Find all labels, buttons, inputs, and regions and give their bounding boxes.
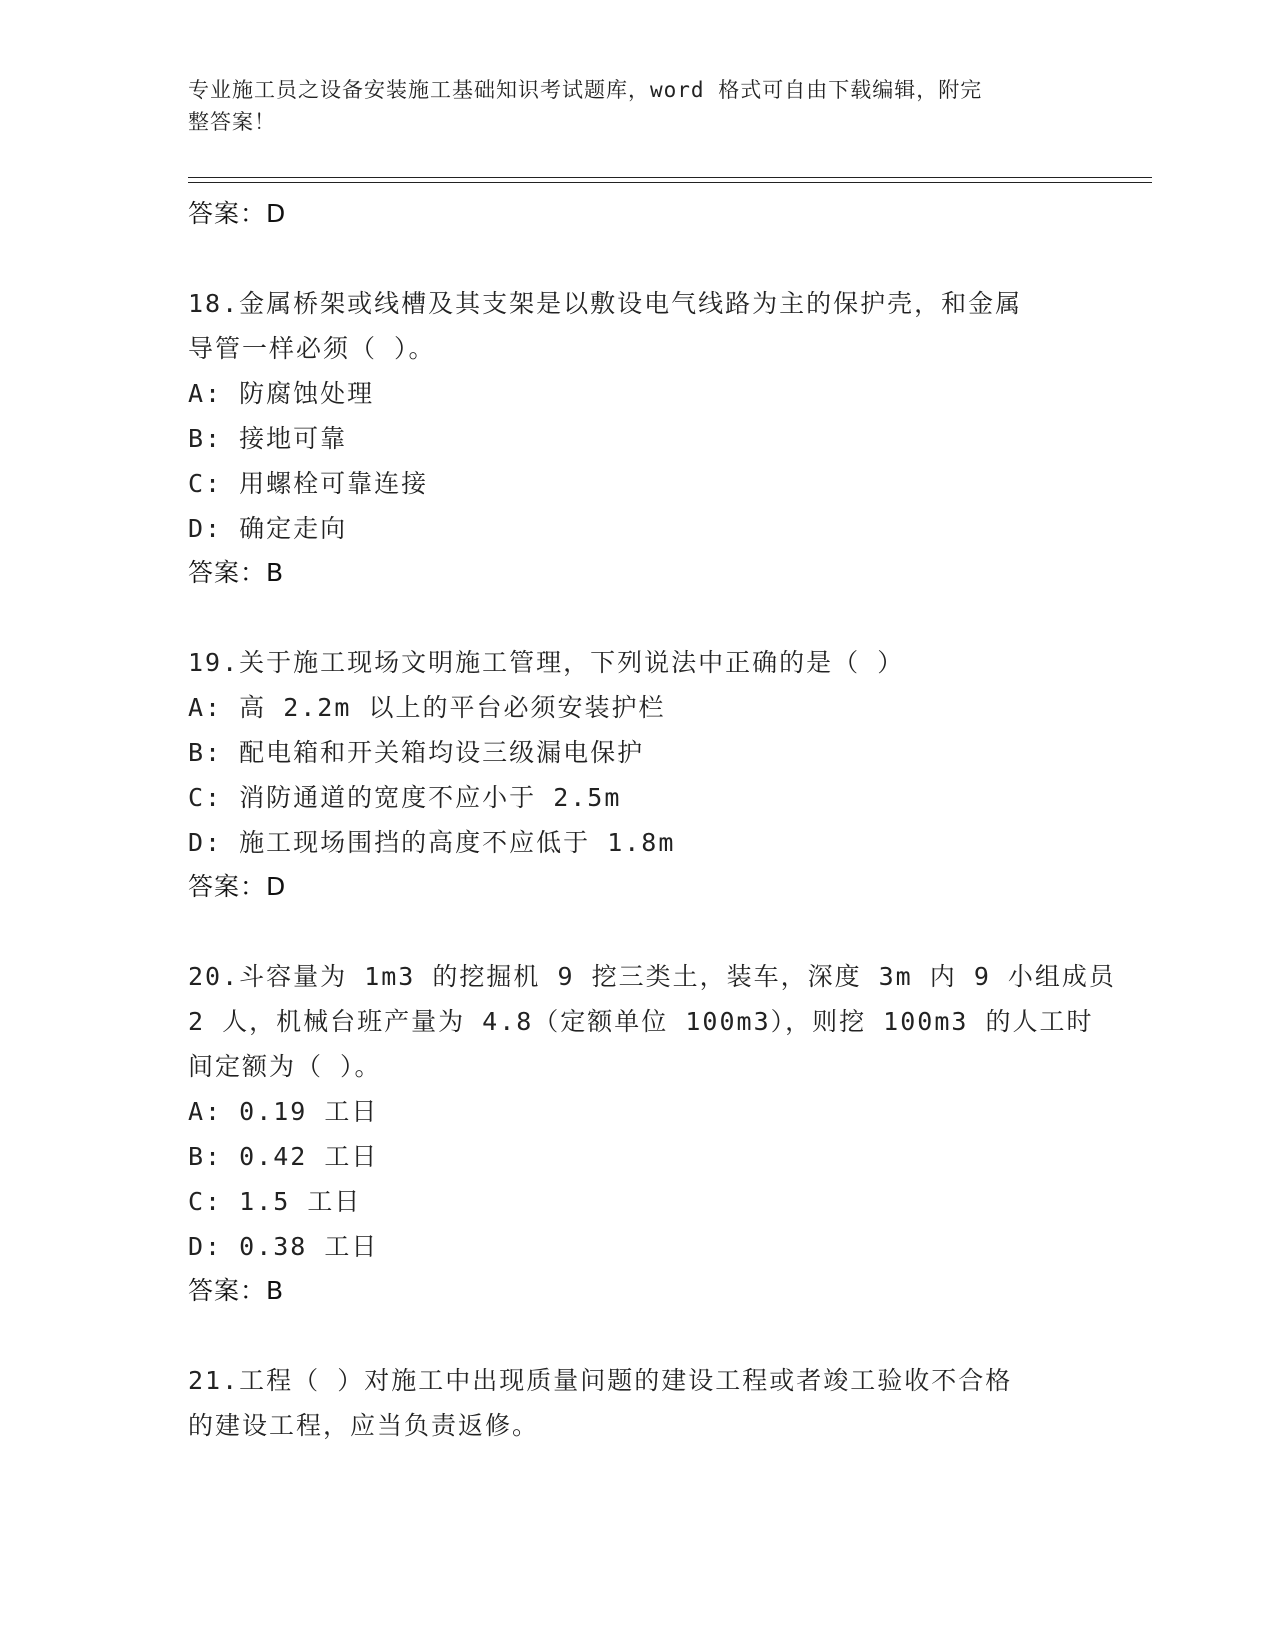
header-rule-top bbox=[188, 177, 1152, 178]
header-rule-bottom bbox=[188, 182, 1152, 183]
answer-label: 答案：B bbox=[188, 558, 285, 587]
header-line-1: 专业施工员之设备安装施工基础知识考试题库，word 格式可自由下载编辑，附完 bbox=[188, 78, 983, 102]
spacer bbox=[188, 236, 1088, 281]
option-b: B: 0.42 工日 bbox=[188, 1142, 379, 1171]
option-a: A: 高 2.2m 以上的平台必须安装护栏 bbox=[188, 693, 666, 722]
option-d: D: 0.38 工日 bbox=[188, 1232, 379, 1261]
question-stem-line: 21.工程（ ）对施工中出现质量问题的建设工程或者竣工验收不合格 bbox=[188, 1366, 1013, 1395]
option-b: B: 接地可靠 bbox=[188, 424, 348, 453]
question-19 bbox=[188, 640, 1088, 909]
question-stem-line: 20.斗容量为 1m3 的挖掘机 9 挖三类土，装车，深度 3m 内 9 小组成员 bbox=[188, 962, 1116, 991]
question-stem-line: 间定额为（ ）。 bbox=[188, 1052, 382, 1081]
spacer bbox=[188, 1313, 1088, 1358]
option-c: C: 用螺栓可靠连接 bbox=[188, 469, 429, 498]
question-stem-line: 2 人，机械台班产量为 4.8（定额单位 100m3），则挖 100m3 的人工时 bbox=[188, 1007, 1094, 1036]
question-21 bbox=[188, 1358, 1088, 1448]
question-20 bbox=[188, 954, 1116, 1313]
header-line-2: 整答案！ bbox=[188, 110, 276, 134]
option-b: B: 配电箱和开关箱均设三级漏电保护 bbox=[188, 738, 645, 767]
option-a: A: 0.19 工日 bbox=[188, 1097, 379, 1126]
answer-label: 答案：B bbox=[188, 1276, 285, 1305]
option-d: D: 确定走向 bbox=[188, 514, 348, 543]
spacer bbox=[188, 595, 1088, 640]
option-c: C: 消防通道的宽度不应小于 2.5m bbox=[188, 783, 622, 812]
question-list bbox=[188, 192, 1116, 1448]
spacer bbox=[188, 909, 1088, 954]
document-header bbox=[188, 74, 1068, 138]
question-stem-line: 19.关于施工现场文明施工管理，下列说法中正确的是（ ） bbox=[188, 648, 905, 677]
question-stem-line: 的建设工程，应当负责返修。 bbox=[188, 1411, 540, 1440]
option-d: D: 施工现场围挡的高度不应低于 1.8m bbox=[188, 828, 676, 857]
option-a: A: 防腐蚀处理 bbox=[188, 379, 375, 408]
answer-label: 答案：D bbox=[188, 199, 287, 228]
question-18 bbox=[188, 281, 1088, 595]
answer-label: 答案：D bbox=[188, 872, 287, 901]
option-c: C: 1.5 工日 bbox=[188, 1187, 362, 1216]
question-stem-line: 18.金属桥架或线槽及其支架是以敷设电气线路为主的保护壳，和金属 bbox=[188, 289, 1023, 318]
question-stem-line: 导管一样必须（ ）。 bbox=[188, 334, 436, 363]
